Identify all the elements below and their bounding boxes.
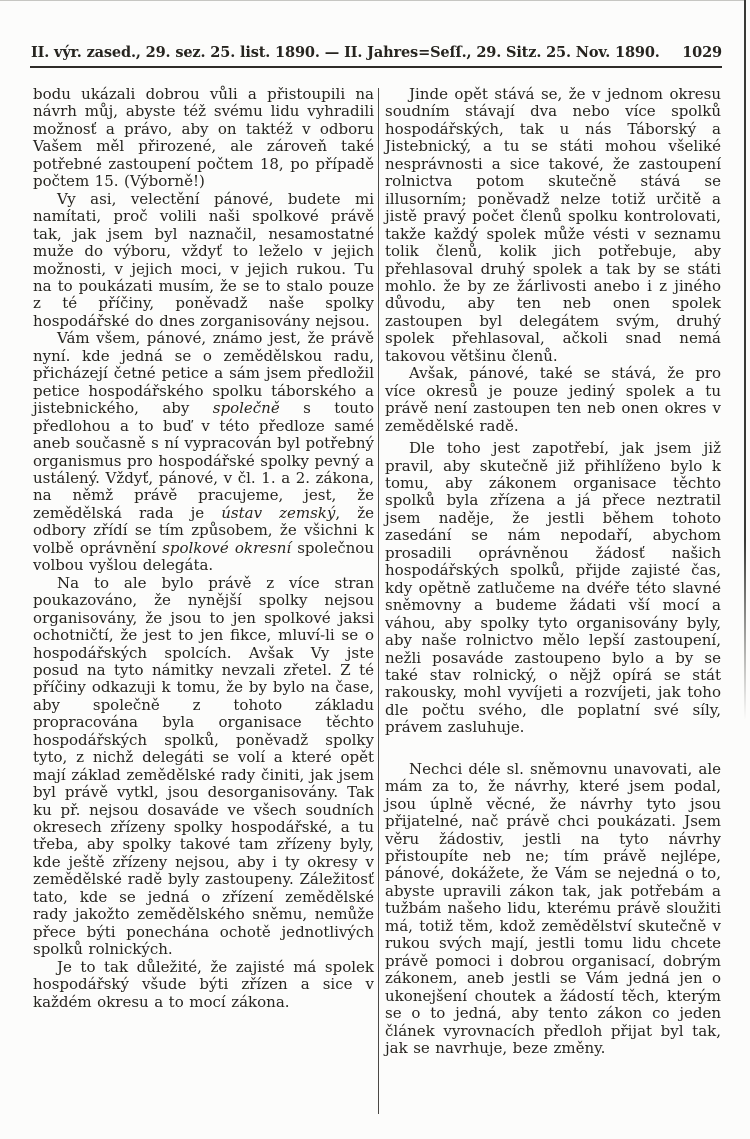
italic-text-run: společně: [212, 399, 280, 418]
italic-text-run: ústav zemský: [221, 503, 336, 522]
text-run: Nechci déle sl. sněmovnu unavovati, ale mám za to, že návrhy, které jsem podal, jsou úplně věcné, že návrhy tyto jsou přijatelné, nač právě chci poukázati. Jsem věru žádostiv, jestli na tyto návrhy přistoupíte neb ne; tím právě nejlépe, pánové, dokážete, že Vám se nejedná o to, abyste upravili zákon tak, jak potřebám a tužbám našeho lidu, kterému právě sloužiti má, totiž těm, kdož zemědělství skutečně v rukou svých mají, jestli tomu lidu chcete právě pomoci i dobrou organisací, dobrým zákonem, aneb jestli se Vám jedná jen o ukonejšení choutek a žádostí těch, kterým se o to jedná, aby tento zákon co jeden článek vyrovnacích předloh přijat byl tak, jak se navrhuje, beze změny.: [385, 759, 721, 1058]
running-header: [31, 44, 722, 61]
paragraph: [385, 761, 721, 1058]
paragraph: [33, 191, 374, 331]
paragraph: [385, 86, 721, 365]
scan-right-edge: [744, 0, 746, 720]
text-column-right: [385, 86, 721, 1057]
header-german-session: II. Jahres=Seſſ., 29. Sitz. 25. Nov. 1890.: [344, 44, 660, 61]
text-column-left: [33, 86, 374, 1011]
paragraph: [33, 86, 374, 191]
text-run: Na to ale bylo právě z více stran poukazováno, že nynější spolky nejsou organisovány, že jsou to jen spolkové jaksi ochotničtí, že jest to jen fikce, mluví-li se o hospodářských spolcích. Avšak Vy jste posud na tyto námitky nevzali zřetel. Z té příčiny odkazuji k tomu, že by bylo na čase, aby společně z tohoto základu propracována byla organisace těchto hospodářských spolků, poněvadž spolky tyto, z nichž delegáti se volí a které opět mají základ zemědělské rady činiti, jak jsem byl právě vytkl, jsou desorganisovány. Tak ku př. nejsou dosaváde ve všech soudních okresech zřízeny spolky hospodářské, a tu třeba, aby spolky takové tam zřízeny byly, kde ještě zřízeny nejsou, aby i ty okresy v zemědělské radě byly zastoupeny. Záležitosť tato, kde se jedná o zřízení zemědělské rady jakožto zemědělského sněmu, nemůže přece býti ponechána ochotě jednotlivých spolků rolnických.: [33, 573, 374, 959]
text-run: Jinde opět stává se, že v jednom okresu soudním stávají dva nebo více spolků hospodářských, tak u nás Táborský a Jistebnický, a tu se státi mohou všeliké nesprávnosti a sice takové, že zastoupení rolnictva potom skutečně stává se illusorním; poněvadž nelze totiž určitě a jistě pravý počet členů spolku kontrolovati, takže každý spolek může vésti v seznamu tolik členů, kolik jich potřebuje, aby přehlasoval druhý spolek a tak by se státi mohlo. že by ze žárlivosti anebo i z jiného důvodu, aby ten neb onen spolek zastoupen byl delegátem svým, druhý spolek přehlasoval, ačkoli snad nemá takovou většinu členů.: [385, 85, 721, 365]
text-run: společnou volbou vyšlou delegáta.: [33, 538, 374, 575]
scan-top-edge: [0, 0, 745, 1]
text-run: Avšak, pánové, také se stává, že pro více okresů je pouze jediný spolek a tu právě není zastoupen ten neb onen okres v zemědělské radě.: [385, 364, 721, 435]
text-run: Vy asi, velectění pánové, budete mi namítati, proč volili naši spolkové právě tak, jak jsem byl naznačil, nesamostatné muže do výboru, vždyť to leželo v jejich možnosti, v jejich moci, v jejich rukou. Tu na to poukázati musím, že se to stalo pouze z té příčiny, poněvadž naše spolky hospodářské do dnes zorganisovány nejsou.: [33, 189, 374, 330]
paragraph: [33, 959, 374, 1011]
column-divider: [378, 88, 379, 1114]
page-number: 1029: [682, 44, 722, 61]
text-run: s touto předlohou a to buď v této předloze samé aneb současně s ní vypracován byl potřebný organismus pro hospodářské spolky pevný a ustálený. Vždyť, pánové, v čl. 1. a 2. zákona, na němž právě pracujeme, jest, že zemědělská rada je: [33, 399, 375, 522]
paragraph: [385, 440, 721, 737]
text-run: Je to tak důležité, že zajisté má spolek hospodářský všude býti zřízen a sice v každém okresu a to mocí zákona.: [33, 957, 374, 1011]
text-run: Vám všem, pánové, známo jest, že právě nyní. kde jedná se o zemědělskou radu, přicházejí četné petice a sám jsem předložil petice hospodářského spolku táborského a jistebnického, aby: [33, 329, 374, 418]
text-run: Dle toho jest zapotřebí, jak jsem již pravil, aby skutečně již přihlíženo bylo k tomu, aby zákonem organisace těchto spolků byla zřízena a já přece neztratil jsem naděje, že jestli během tohoto zasedání se nám nepodaří, abychom prosadili oprávněnou žádosť našich hospodářských spolků, přijde zajisté čas, kdy opětně zatlučeme na dvéře této slavné sněmovny a budeme žádati vší mocí a váhou, aby spolky tyto organisovány byly, aby naše rolnictvo mělo lepší zastoupení, nežli posaváde zastoupeno bylo a by se také stav rolnický, o nějž opírá se stát rakousky, mohl vyvíjeti a rozvíjeti, jak toho dle počtu svého, dle poplatní své síly, právem zasluhuje.: [385, 439, 721, 737]
text-run: , že odbory zřídí se tím způsobem, že všichni k volbě oprávnění: [33, 503, 374, 557]
italic-text-run: spolkové okresní: [162, 538, 292, 557]
paragraph: [385, 365, 721, 435]
header-rule: [30, 66, 722, 68]
text-run: bodu ukázali dobrou vůli a přistoupili na návrh můj, abyste též svému lidu vyhradili možnosť a právo, aby on taktéž v odboru Vašem měl přirozené, ale zároveň také potřebné zastoupení počtem 18, po případě počtem 15. (Výborně!): [33, 85, 374, 191]
paragraph: [33, 575, 374, 959]
header-czech-session: II. výr. zased., 29. sez. 25. list. 1890.: [31, 44, 320, 61]
header-dash: —: [324, 44, 340, 61]
paragraph: [33, 330, 374, 574]
